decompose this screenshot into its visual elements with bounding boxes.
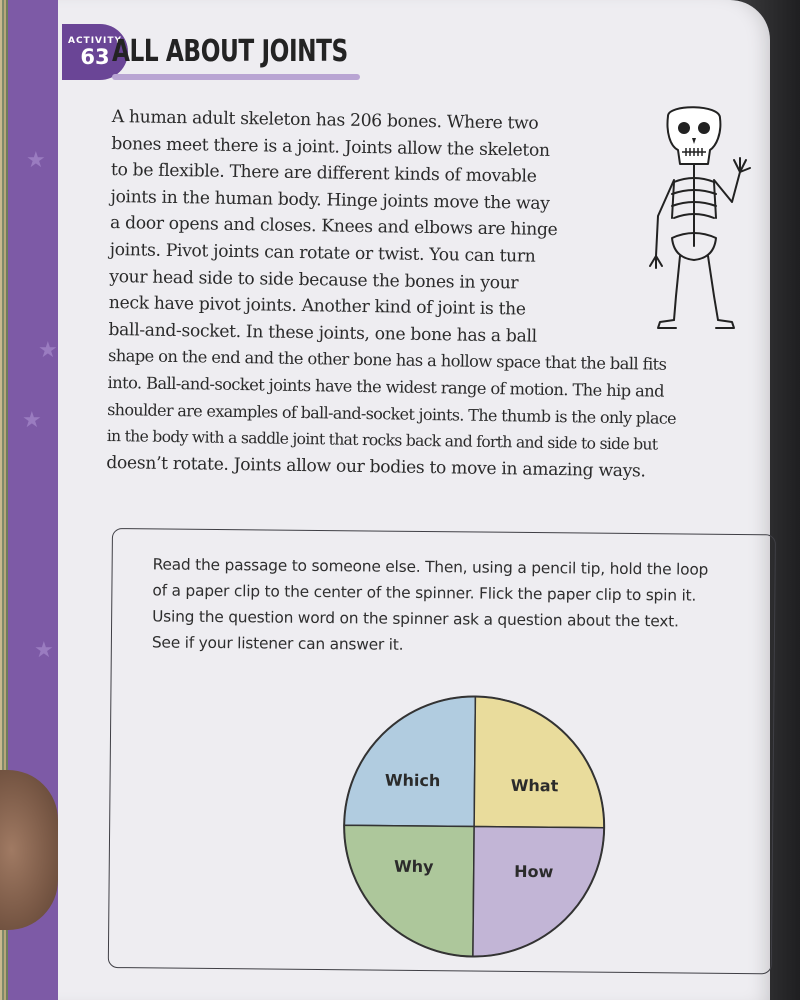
skeleton-illustration (632, 106, 762, 336)
passage-line: doesn’t rotate. Joints allow our bodies to move in amazing ways. (106, 452, 646, 482)
passage-line: ball-and-socket. In these joints, one bone has a ball (108, 319, 537, 347)
passage-line: neck have pivot joints. Another kind of joint is the (108, 293, 526, 320)
passage-line: shoulder are examples of ball-and-socket joints. The thumb is the only place (107, 399, 677, 428)
instruction-line: See if your listener can answer it. (151, 633, 404, 654)
spinner-label-how: How (514, 861, 554, 882)
instruction-line: Read the passage to someone else. Then, using a pencil tip, hold the loop (152, 555, 709, 579)
star-icon: ★ (34, 638, 54, 663)
star-icon: ★ (22, 408, 42, 433)
passage-line: bones meet there is a joint. Joints allow the skeleton (111, 133, 550, 161)
activity-label: ACTIVITY (67, 36, 123, 46)
passage-line: a door opens and closes. Knees and elbows are hinge (109, 213, 558, 241)
instruction-line: Using the question word on the spinner ask a question about the text. (152, 607, 679, 631)
spinner-label-which: Which (384, 770, 441, 791)
title-underline (112, 74, 360, 80)
passage-line: your head side to side because the bones in your (109, 266, 519, 293)
thumb (0, 770, 58, 930)
spinner-segment-which (344, 695, 475, 826)
passage-line: joints. Pivot joints can rotate or twist. You can turn (109, 239, 536, 267)
spinner-segment-why (343, 825, 474, 956)
page-title: ALL ABOUT JOINTS (112, 34, 348, 69)
activity-instructions-box (108, 528, 776, 974)
spinner-segment-how (473, 826, 604, 957)
passage-line: shape on the end and the other bone has a hollow space that the ball fits (107, 346, 667, 375)
activity-number: 63 (80, 45, 110, 69)
star-icon: ★ (26, 148, 46, 173)
spinner-label-why: Why (393, 856, 434, 877)
passage-line: to be flexible. There are different kinds of movable (110, 160, 537, 187)
star-icon: ★ (38, 338, 58, 363)
question-spinner[interactable] (333, 685, 616, 968)
passage-line: joints in the human body. Hinge joints move the way (110, 186, 550, 214)
instructions-text (152, 551, 773, 661)
spinner-segment-what (474, 696, 605, 827)
instruction-line: of a paper clip to the center of the spinner. Flick the paper clip to spin it. (152, 581, 697, 605)
passage-line: in the body with a saddle joint that rocks back and forth and side to side but (106, 427, 658, 454)
spinner-label-what: What (510, 775, 559, 796)
passage-line: A human adult skeleton has 206 bones. Where two (111, 106, 539, 134)
passage-line: into. Ball-and-socket joints have the widest range of motion. The hip and (107, 372, 665, 401)
